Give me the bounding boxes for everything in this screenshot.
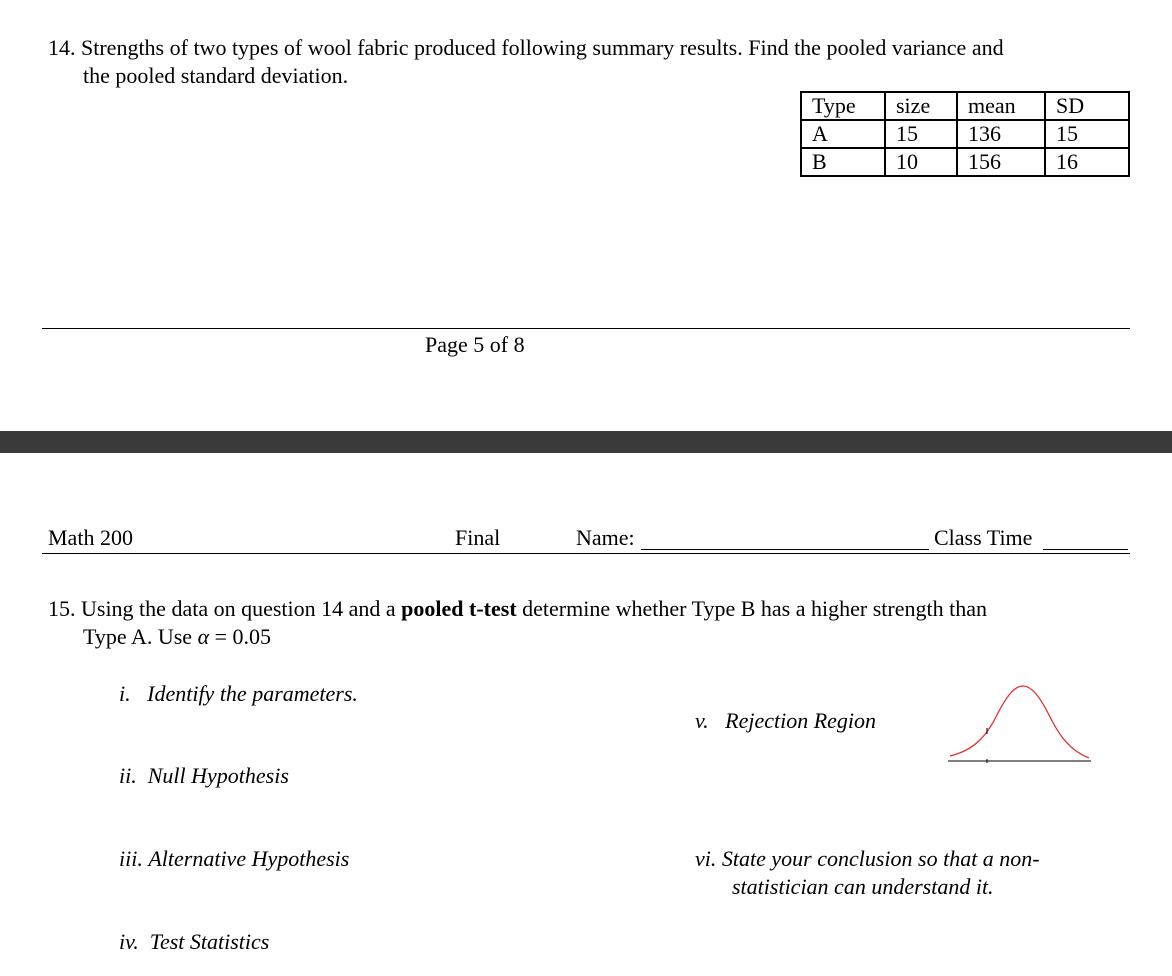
page-separator (0, 431, 1172, 453)
subpart-text: State your conclusion so that a non- (721, 846, 1040, 871)
subpart-number: i. (119, 681, 131, 706)
question-15-text-line1 (48, 596, 987, 622)
table-row (801, 148, 1129, 176)
subpart-number: v. (695, 708, 709, 733)
question-14-text-line2: the pooled standard deviation. (83, 63, 349, 88)
table-header-cell: SD (1045, 92, 1129, 120)
normal-curve-path (950, 686, 1089, 758)
footer-rule (42, 328, 1130, 329)
class-time-blank-line (1043, 549, 1128, 550)
header-rule (42, 553, 1130, 554)
subpart-number: iv. (119, 929, 139, 954)
subpart-text: Rejection Region (725, 708, 877, 733)
class-time-label: Class Time (934, 525, 1033, 550)
q15-bold-term: pooled t-test (401, 596, 517, 621)
q15-line2-pre: Type A. Use (83, 624, 198, 649)
exam-label: Final (455, 525, 501, 550)
table-header-cell: Type (801, 92, 885, 120)
table-cell: A (801, 120, 885, 148)
summary-table (800, 91, 1130, 177)
alpha-symbol: α (197, 624, 210, 649)
subpart-text: Identify the parameters. (147, 681, 358, 706)
table-cell: 15 (885, 120, 957, 148)
normal-curve-sketch (945, 680, 1095, 770)
course-label: Math 200 (48, 525, 133, 550)
table-header-row (801, 92, 1129, 120)
subpart-iv (119, 929, 269, 955)
table-cell: 15 (1045, 120, 1129, 148)
table-row (801, 120, 1129, 148)
subpart-number: iii. (119, 846, 143, 871)
question-14-text-line1: 14. Strengths of two types of wool fabric produced following summary results. Find the pooled variance and (48, 35, 1004, 60)
subpart-v (695, 708, 876, 734)
subpart-i (119, 681, 358, 707)
subpart-text: Alternative Hypothesis (148, 846, 350, 871)
name-blank-line (641, 549, 929, 550)
name-label: Name: (576, 525, 635, 550)
question-15-text-line2 (83, 624, 271, 650)
subpart-vi (695, 846, 1040, 872)
subpart-vi-continued: statistician can understand it. (732, 874, 994, 899)
q15-line2-post: = 0.05 (209, 624, 272, 649)
table-cell: 136 (957, 120, 1045, 148)
subpart-number: vi. (695, 846, 717, 871)
table-cell: B (801, 148, 885, 176)
subpart-text: Test Statistics (149, 929, 270, 954)
table-cell: 156 (957, 148, 1045, 176)
table-cell: 16 (1045, 148, 1129, 176)
subpart-text: Null Hypothesis (147, 763, 289, 788)
page-number: Page 5 of 8 (425, 332, 525, 357)
q15-text-pre: 15. Using the data on question 14 and a (48, 596, 402, 621)
subpart-ii (119, 763, 289, 789)
table-header-cell: size (885, 92, 957, 120)
table-header-cell: mean (957, 92, 1045, 120)
table-cell: 10 (885, 148, 957, 176)
subpart-number: ii. (119, 763, 137, 788)
subpart-iii (119, 846, 349, 872)
q15-text-post: determine whether Type B has a higher strength than (516, 596, 987, 621)
